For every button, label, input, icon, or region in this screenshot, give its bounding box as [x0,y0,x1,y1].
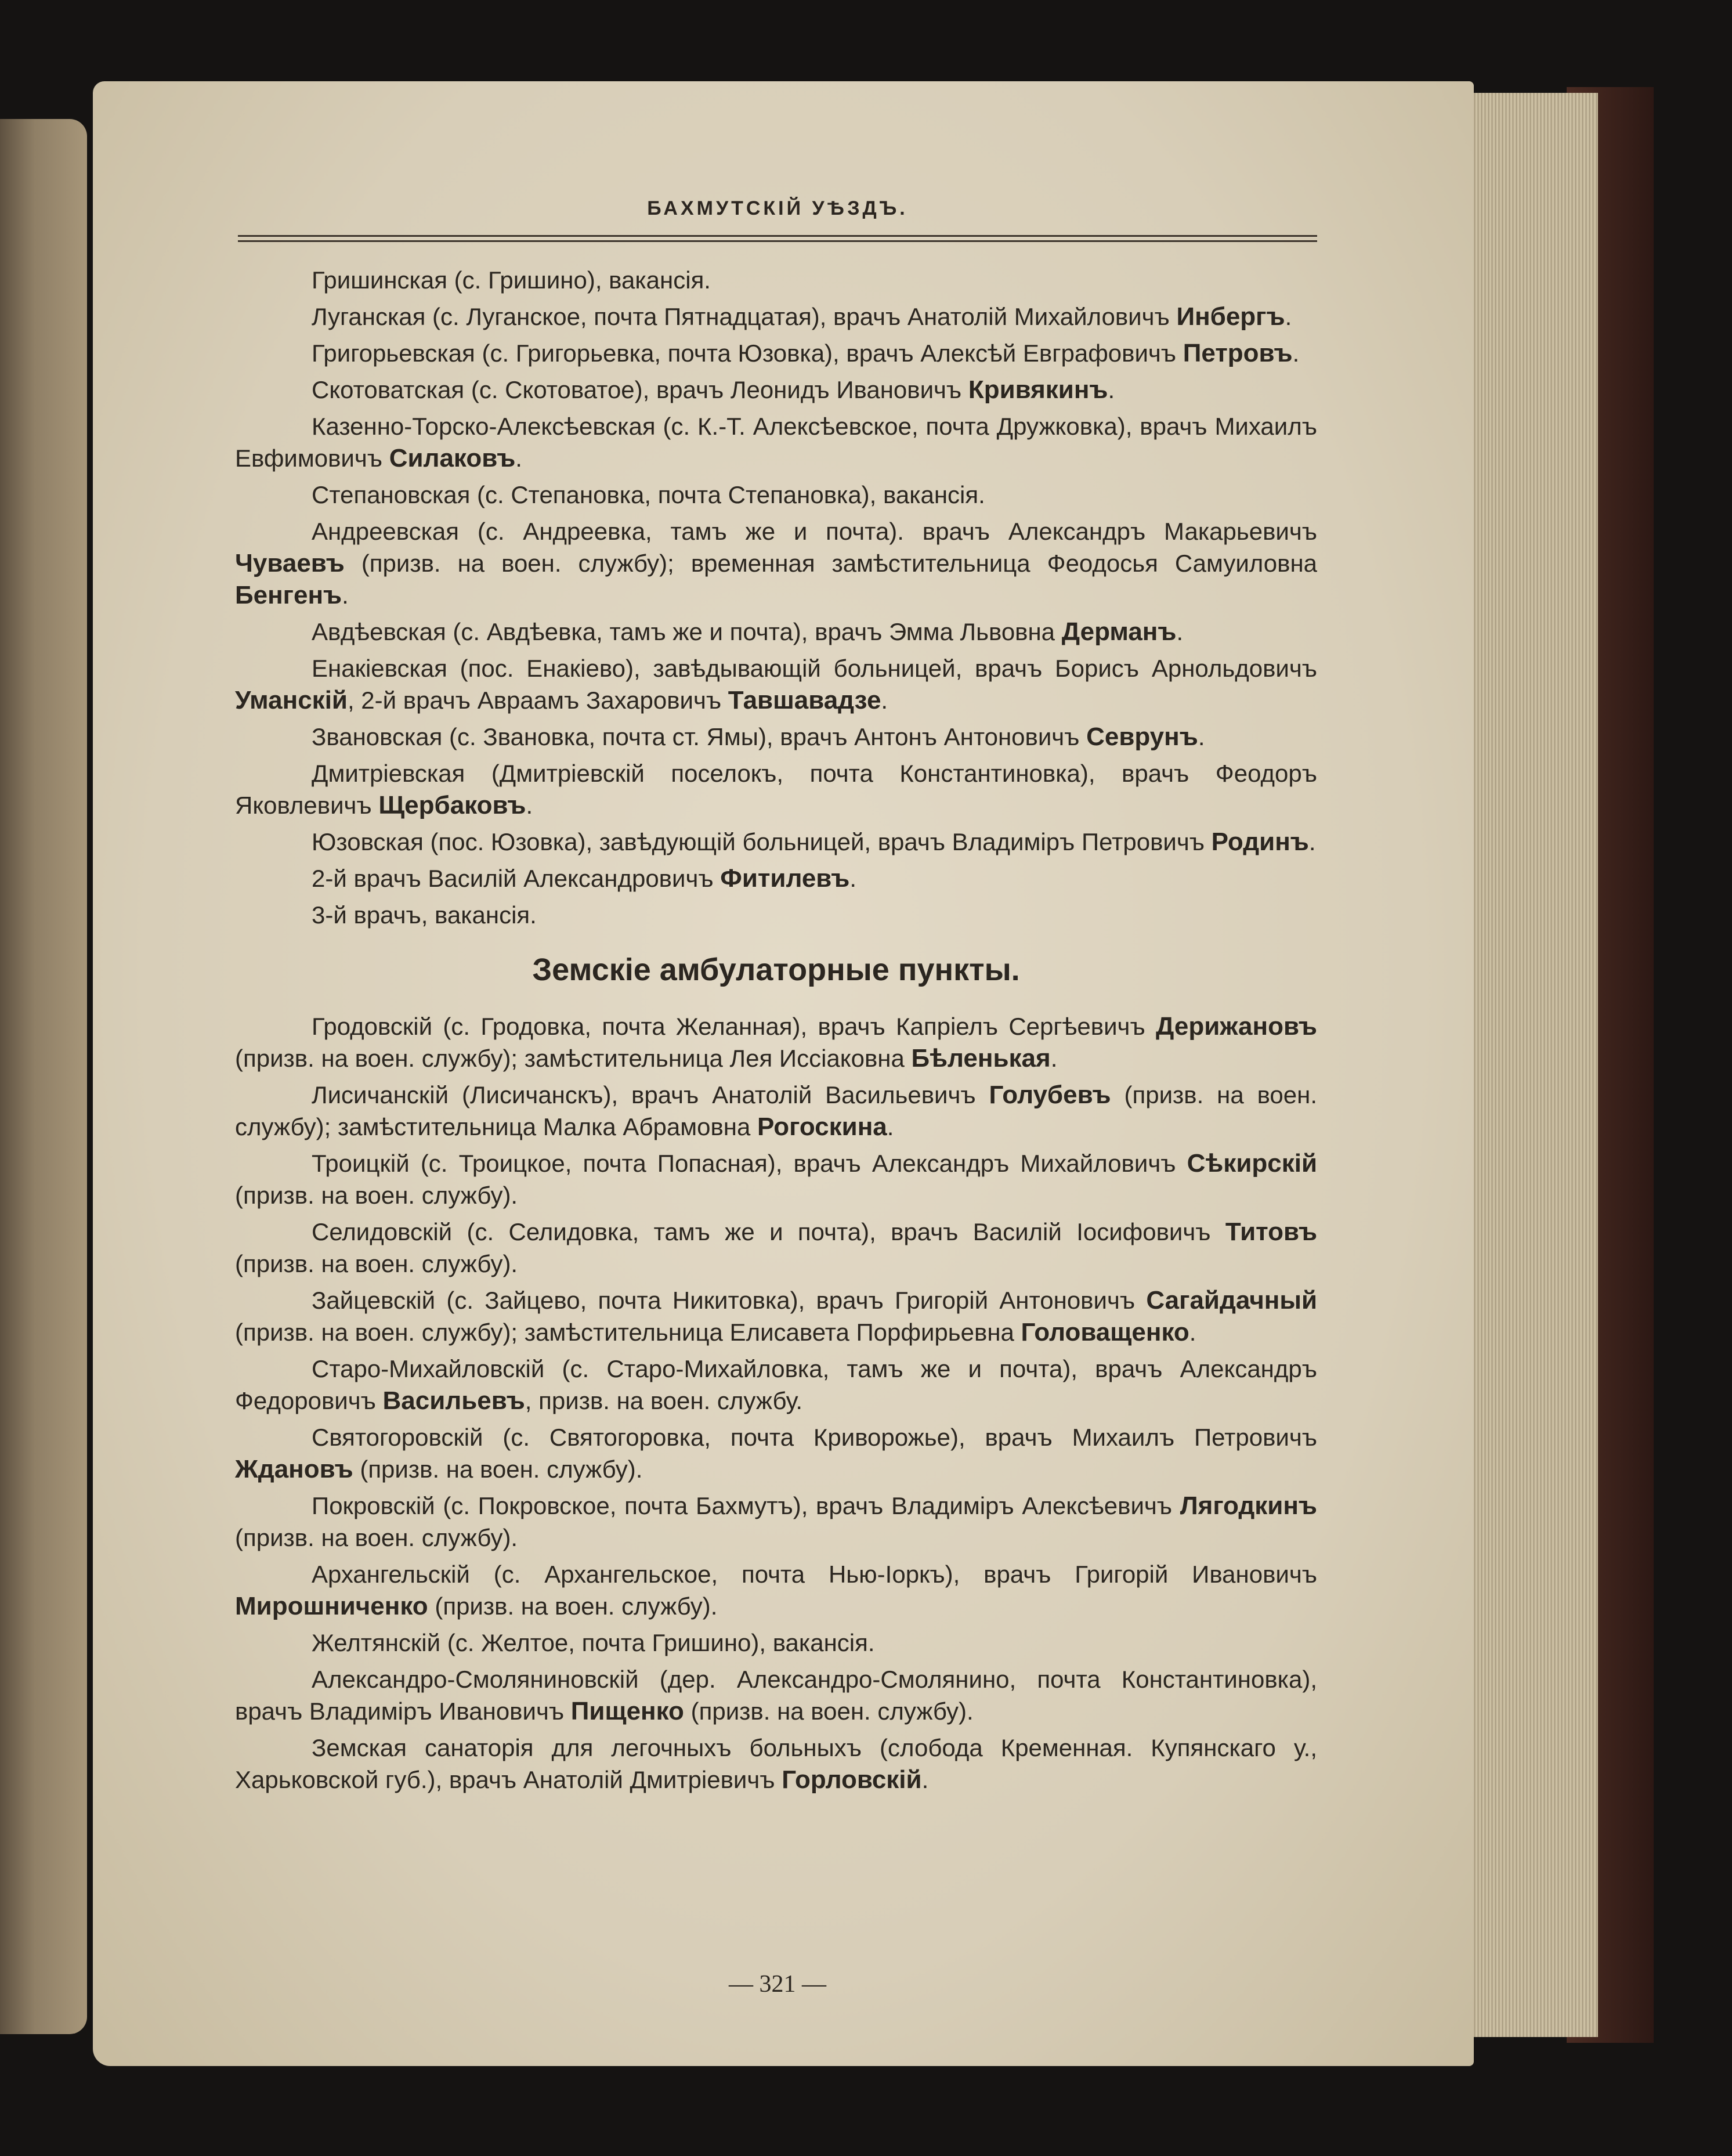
entry-text: (призв. на воен. службу). [360,1456,643,1483]
entry-paragraph [235,1284,1317,1348]
doctor-surname: Петровъ [1183,339,1293,367]
entry-paragraph [235,862,1317,894]
entry-paragraph [235,1627,1317,1659]
entry-paragraph [235,410,1317,474]
entry-text: Дмитріевская (Дмитріевскій поселокъ, почта Константиновка), врачъ Феодоръ Яковлевичъ [235,760,1317,819]
entry-paragraph [235,1147,1317,1211]
entry-text: . [1285,303,1292,330]
entry-text: . [515,445,522,472]
page-number: — 321 — [729,1971,826,1998]
doctor-surname: Дерижановъ [1156,1012,1317,1041]
entry-text: Архангельскій (с. Архангельское, почта Нью-Іоркъ), врачъ Григорій Ивановичъ [312,1561,1317,1588]
entry-text: Авдѣевская (с. Авдѣевка, тамъ же и почта), врачъ Эмма Львовна [312,618,1055,645]
entry-text: Покровскій (с. Покровское, почта Бахмутъ), врачъ Владиміръ Алексѣевичъ [312,1492,1173,1519]
entry-text: (призв. на воен. службу); временная замѣстительница Феодосья Самуиловна [361,550,1317,577]
entry-text: . [526,792,533,819]
entry-paragraph [235,301,1317,333]
entry-text: Григорьевская (с. Григорьевка, почта Юзовка), врачъ Алексѣй Евграфовичъ [312,340,1177,367]
entry-paragraph [235,264,1317,296]
entry-paragraph [235,1663,1317,1727]
doctor-surname: Севрунъ [1086,723,1198,751]
entry-text: 2-й врачъ Василій Александровичъ [312,865,714,892]
entry-text: Александро-Смоляниновскій (дер. Александро-Смолянино, почта Константиновка), врачъ Владиміръ Ивановичъ [235,1666,1317,1725]
doctor-surname: Сѣкирскій [1187,1149,1318,1178]
entry-text: . [1050,1045,1058,1072]
entry-text: . [1189,1319,1196,1346]
page-block-edges [1462,93,1598,2037]
entry-paragraph [235,515,1317,611]
doctor-surname: Кривякинъ [968,375,1108,404]
entry-paragraph [235,1558,1317,1622]
entry-paragraph [235,1421,1317,1485]
entry-text: 3-й врачъ, вакансія. [312,901,537,929]
doctor-surname: Лягодкинъ [1180,1491,1318,1520]
entry-text: (призв. на воен. службу); замѣстительница Елисавета Порфирьевна [235,1319,1014,1346]
doctor-surname: Пищенко [570,1697,684,1725]
entry-text: (призв. на воен. службу); замѣстительница Лея Иссіаковна [235,1045,905,1072]
entry-text: Юзовская (пос. Юзовка), завѣдующій больницей, врачъ Владиміръ Петровичъ [312,828,1205,855]
entry-text: Степановская (с. Степановка, почта Степановка), вакансія. [312,481,985,508]
entry-text: . [1108,376,1115,403]
entry-paragraph [235,757,1317,821]
entry-text: . [342,582,349,609]
doctor-surname: Титовъ [1225,1218,1318,1246]
entry-paragraph [235,899,1317,931]
entry-text: (призв. на воен. службу). [435,1592,718,1620]
doctor-surname: Щербаковъ [378,791,526,819]
entry-paragraph [235,1010,1317,1074]
doctor-surname: Бенгенъ [235,581,342,609]
doctor-surname: Ждановъ [235,1455,353,1483]
entry-text: . [1176,618,1184,645]
doctor-surname: Силаковъ [389,444,516,472]
entry-text: Земская санаторія для легочныхъ больныхъ (слобода Кременная. Купянскаго у., Харьковской губ.), врачъ Анатолій Дмитріевичъ [235,1734,1317,1793]
entry-paragraph [235,1353,1317,1417]
entry-text: (призв. на воен. службу); замѣстительница Малка Абрамовна [235,1081,1318,1140]
entry-text: Гришинская (с. Гришино), вакансія. [312,266,711,294]
entry-paragraph [235,1490,1317,1554]
doctor-surname: Мирошниченко [235,1592,428,1620]
entry-text: , призв. на воен. службу. [525,1387,803,1414]
entry-text: Звановская (с. Звановка, почта ст. Ямы), врачъ Антонъ Антоновичъ [312,723,1080,750]
entry-text: Селидовскій (с. Селидовка, тамъ же и почта), врачъ Василій Іосифовичъ [312,1218,1211,1245]
entry-text: Желтянскій (с. Желтое, почта Гришино), вакансія. [312,1629,875,1656]
entry-text: , 2-й врачъ Авраамъ Захаровичъ [347,687,722,714]
entry-text: Зайцевскій (с. Зайцево, почта Никитовка), врачъ Григорій Антоновичъ [312,1287,1136,1314]
entry-text: Лисичанскій (Лисичанскъ), врачъ Анатолій Васильевичъ [312,1081,976,1108]
entry-text: . [1308,828,1316,855]
doctor-surname: Сагайдачный [1146,1286,1318,1314]
doctor-surname: Родинъ [1211,828,1309,856]
doctor-surname: Инбергъ [1176,302,1285,331]
entry-text: (призв. на воен. службу). [235,1524,518,1551]
page-text [235,264,1317,1800]
entry-text: Луганская (с. Луганское, почта Пятнадцатая), врачъ Анатолій Михайловичъ [312,303,1170,330]
entry-text: (призв. на воен. службу). [235,1250,518,1277]
doctor-surname: Голубевъ [989,1081,1111,1109]
running-head: БАХМУТСКІЙ УѢЗДЪ. [647,197,908,219]
entry-text: (призв. на воен. службу). [690,1698,974,1725]
doctor-surname: Васильевъ [382,1386,525,1415]
entry-paragraph [235,616,1317,648]
doctor-surname: Горловскій [782,1765,922,1794]
entry-paragraph [235,721,1317,753]
entry-text: . [849,865,857,892]
entry-text: Скотоватская (с. Скотоватое), врачъ Леонидъ Ивановичъ [312,376,962,403]
entry-text: Енакіевская (пос. Енакіево), завѣдывающій больницей, врачъ Борисъ Арнольдовичъ [312,655,1317,682]
doctor-surname: Бѣленькая [911,1044,1051,1072]
doctor-surname: Рогоскина [757,1113,887,1141]
entry-paragraph [235,826,1317,858]
entry-text: (призв. на воен. службу). [235,1182,518,1209]
entry-paragraph [235,479,1317,511]
entry-paragraph [235,337,1317,369]
entry-text: . [887,1113,894,1140]
entry-text: Святогоровскій (с. Святогоровка, почта Криворожье), врачъ Михаилъ Петровичъ [312,1424,1317,1451]
ambulatory-points-list [235,1010,1317,1796]
entry-paragraph [235,1732,1317,1796]
doctor-surname: Уманскій [235,686,348,714]
entry-paragraph [235,374,1317,406]
entry-paragraph [235,1216,1317,1280]
doctor-surname: Дерманъ [1061,617,1177,646]
section-title: Земскіе амбулаторные пункты. [532,952,1020,987]
entry-text: . [1198,723,1205,750]
doctor-surname: Головащенко [1021,1318,1189,1346]
left-facing-page-edge [0,119,87,2034]
entry-text: . [1292,340,1300,367]
entry-text: Троицкій (с. Троицкое, почта Попасная), врачъ Александръ Михайловичъ [312,1150,1176,1177]
entry-text: Андреевская (с. Андреевка, тамъ же и почта). врачъ Александръ Макарьевичъ [312,518,1317,545]
doctor-surname: Чуваевъ [235,549,345,577]
entry-text: . [881,687,888,714]
entry-text: Казенно-Торско-Алексѣевская (с. К.-Т. Алексѣевское, почта Дружковка), врачъ Михаилъ Евфимовичъ [235,413,1317,472]
entry-paragraph [235,652,1317,716]
entry-text: Гродовскій (с. Гродовка, почта Желанная), врачъ Капріелъ Сергѣевичъ [312,1013,1145,1040]
entry-text: Старо-Михайловскій (с. Старо-Михайловка, тамъ же и почта), врачъ Александръ Федоровичъ [235,1355,1317,1414]
entry-paragraph [235,1079,1317,1143]
entry-text: . [921,1766,929,1793]
zemstvo-hospitals-list [235,264,1317,931]
doctor-surname: Фитилевъ [720,864,850,893]
header-rule [238,235,1317,242]
doctor-surname: Тавшавадзе [728,686,881,714]
